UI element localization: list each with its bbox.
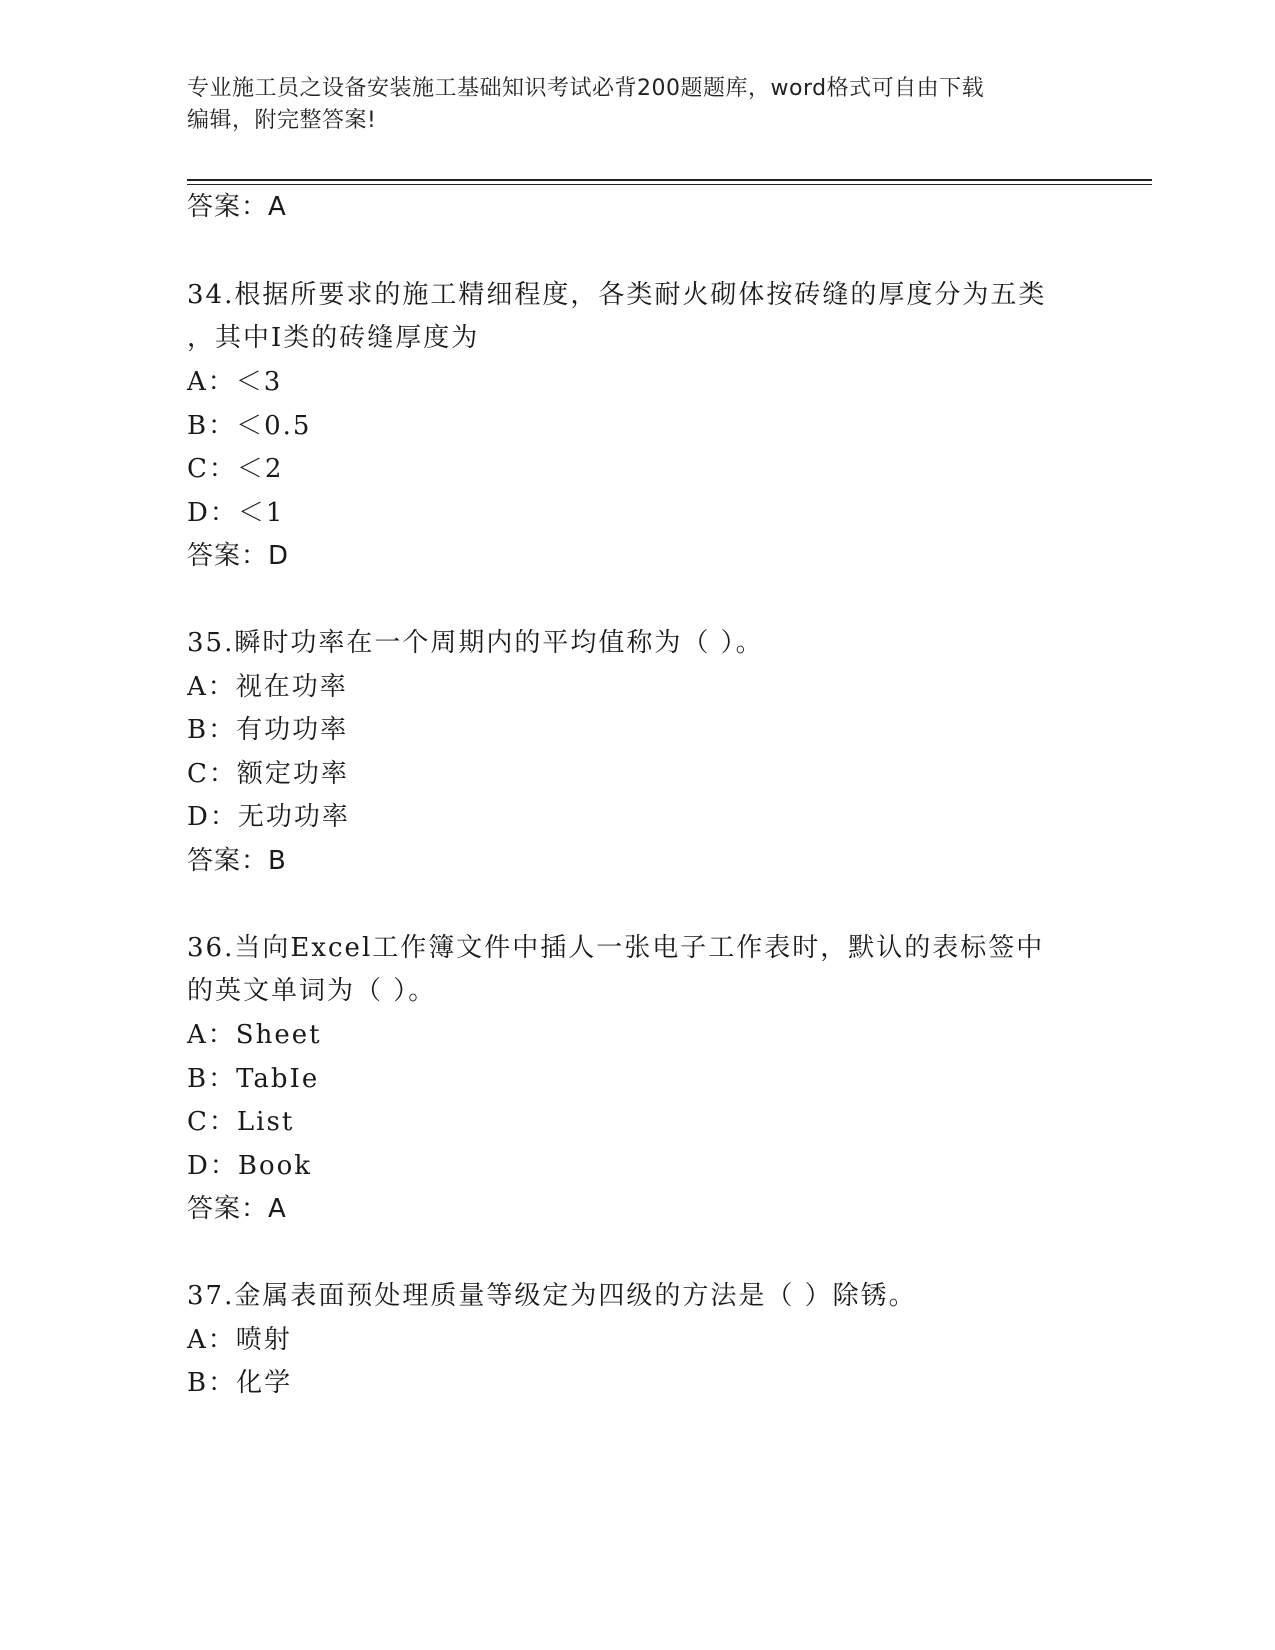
question-34-option-c: C：＜2 — [187, 454, 284, 484]
question-35-option-b: B：有功功率 — [187, 715, 349, 745]
question-35-answer: 答案：B — [187, 846, 287, 876]
header-line-1: 专业施工员之设备安装施工基础知识考试必背200题题库，word格式可自由下载 — [187, 76, 985, 101]
page-header — [187, 73, 1067, 137]
question-36-option-d: D：Book — [187, 1151, 313, 1181]
question-34-option-a: A：＜3 — [187, 367, 283, 397]
question-35-option-a: A：视在功率 — [187, 672, 348, 702]
header-rule-thick — [187, 179, 1152, 181]
question-35-text: 35.瞬时功率在一个周期内的平均值称为（ ）。 — [187, 628, 764, 658]
question-34-text-line-1: 34.根据所要求的施工精细程度，各类耐火砌体按砖缝的厚度分为五类 — [187, 280, 1047, 310]
question-36-option-b: B：TabIe — [187, 1064, 320, 1094]
question-36-option-a: A：Sheet — [187, 1020, 322, 1050]
question-36-text-line-1: 36.当向Excel工作簿文件中插人一张电子工作表时，默认的表标签中 — [187, 933, 1045, 963]
answer-previous: 答案：A — [187, 192, 287, 222]
question-36-answer: 答案：A — [187, 1194, 287, 1224]
header-line-2: 编辑，附完整答案! — [187, 108, 377, 133]
header-rule-thin — [187, 184, 1152, 185]
question-35-option-c: C：额定功率 — [187, 759, 349, 789]
question-36-option-c: C：List — [187, 1107, 295, 1137]
question-34-option-d: D：＜1 — [187, 498, 285, 528]
question-37-text: 37.金属表面预处理质量等级定为四级的方法是（ ）除锈。 — [187, 1281, 917, 1311]
question-34-answer: 答案：D — [187, 541, 290, 571]
question-35-option-d: D：无功功率 — [187, 802, 350, 832]
question-37-option-a: A：喷射 — [187, 1325, 292, 1355]
question-34-text-line-2: ，其中Ⅰ类的砖缝厚度为 — [187, 323, 480, 353]
question-36-text-line-2: 的英文单词为（ ）。 — [187, 976, 437, 1006]
question-34-option-b: B：＜0.5 — [187, 411, 312, 441]
question-37-option-b: B：化学 — [187, 1368, 293, 1398]
